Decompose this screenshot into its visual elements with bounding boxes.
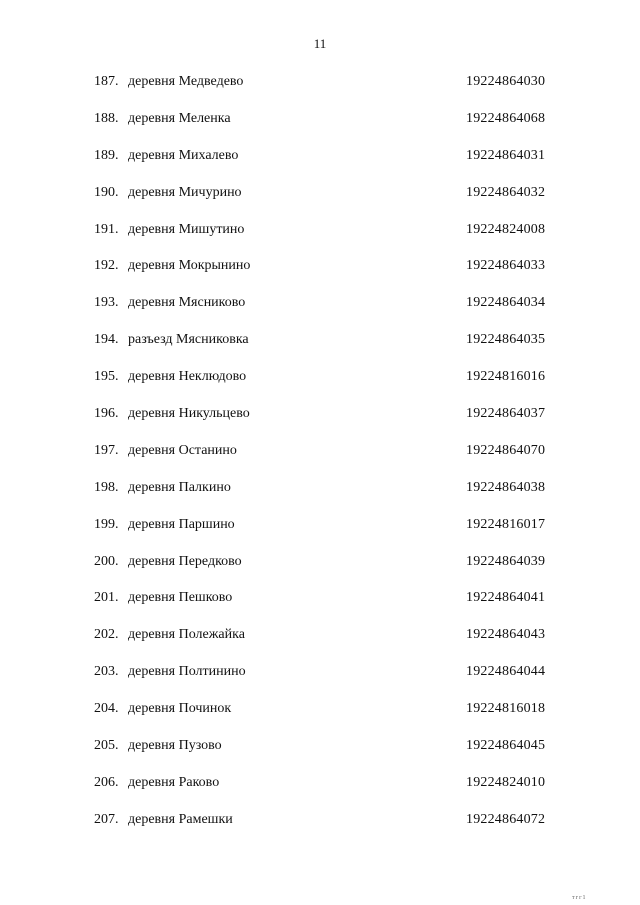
settlement-code: 19224864070 (466, 442, 546, 458)
list-item (0, 773, 640, 810)
settlement-name: деревня Меленка (128, 110, 231, 126)
row-number: 190. (94, 184, 119, 200)
row-number: 188. (94, 110, 119, 126)
row-number: 199. (94, 516, 119, 532)
settlement-code: 19224816016 (466, 369, 546, 385)
settlement-code: 19224824010 (466, 774, 546, 790)
row-number: 207. (94, 811, 119, 827)
footer-mark: тгг1 (572, 895, 587, 901)
settlement-code: 19224864045 (466, 738, 546, 754)
list-item (0, 367, 640, 404)
row-number: 194. (94, 332, 119, 348)
list-item (0, 146, 640, 183)
list-item (0, 256, 640, 293)
settlement-list (0, 72, 640, 847)
row-number: 198. (94, 479, 119, 495)
list-item (0, 588, 640, 625)
list-item (0, 736, 640, 773)
settlement-code: 19224864032 (466, 184, 546, 200)
settlement-name: деревня Паршино (128, 516, 235, 532)
list-item (0, 810, 640, 847)
settlement-code: 19224864038 (466, 479, 546, 495)
settlement-name: деревня Полежайка (128, 627, 245, 643)
settlement-name: деревня Пешково (128, 590, 233, 606)
list-item (0, 330, 640, 367)
row-number: 203. (94, 664, 119, 680)
list-item (0, 72, 640, 109)
settlement-name: деревня Полтинино (128, 664, 246, 680)
settlement-name: деревня Рамешки (128, 811, 233, 827)
row-number: 189. (94, 147, 119, 163)
settlement-code: 19224864037 (466, 406, 546, 422)
row-number: 200. (94, 553, 119, 569)
settlement-name: деревня Передково (128, 553, 242, 569)
list-item (0, 478, 640, 515)
settlement-name: деревня Медведево (128, 74, 244, 89)
settlement-code: 19224864043 (466, 627, 546, 643)
row-number: 195. (94, 369, 119, 385)
list-item (0, 662, 640, 699)
settlement-code: 19224864034 (466, 295, 546, 311)
settlement-name: деревня Останино (128, 442, 237, 458)
settlement-code: 19224864068 (466, 110, 546, 126)
settlement-code: 19224864041 (466, 590, 546, 606)
settlement-code: 19224864072 (466, 811, 546, 827)
row-number: 206. (94, 774, 119, 790)
row-number: 191. (94, 221, 119, 237)
list-item (0, 293, 640, 330)
row-number: 196. (94, 406, 119, 422)
settlement-code: 19224864044 (466, 664, 546, 680)
row-number: 193. (94, 295, 119, 311)
list-item (0, 109, 640, 146)
row-number: 202. (94, 627, 119, 643)
row-number: 205. (94, 738, 119, 754)
row-number: 197. (94, 442, 119, 458)
settlement-name: деревня Мичурино (128, 184, 242, 200)
settlement-code: 19224816017 (466, 516, 546, 532)
settlement-code: 19224864039 (466, 553, 546, 569)
row-number: 192. (94, 258, 119, 274)
list-item (0, 183, 640, 220)
settlement-name: деревня Раково (128, 774, 220, 790)
settlement-name: деревня Неклюдово (128, 369, 247, 385)
settlement-name: деревня Никульцево (128, 406, 250, 422)
settlement-code: 19224864033 (466, 258, 546, 274)
settlement-name: разъезд Мясниковка (128, 332, 249, 348)
settlement-code: 19224864031 (466, 147, 546, 163)
list-item (0, 515, 640, 552)
page-number: 11 (313, 36, 327, 51)
row-number: 204. (94, 701, 119, 717)
settlement-name: деревня Мясниково (128, 295, 246, 311)
list-item (0, 220, 640, 257)
settlement-name: деревня Пузово (128, 738, 222, 754)
row-number: 201. (94, 590, 119, 606)
settlement-code: 19224816018 (466, 701, 546, 717)
list-item (0, 441, 640, 478)
settlement-code: 19224864030 (466, 74, 546, 89)
list-item (0, 699, 640, 736)
settlement-name: деревня Мишутино (128, 221, 245, 237)
settlement-code: 19224824008 (466, 221, 546, 237)
settlement-name: деревня Починок (128, 701, 232, 717)
settlement-name: деревня Мокрынино (128, 258, 251, 274)
settlement-code: 19224864035 (466, 332, 546, 348)
list-item (0, 552, 640, 589)
settlement-name: деревня Михалево (128, 147, 239, 163)
settlement-name: деревня Палкино (128, 479, 231, 495)
row-number: 187. (94, 74, 119, 89)
list-item (0, 404, 640, 441)
list-item (0, 625, 640, 662)
